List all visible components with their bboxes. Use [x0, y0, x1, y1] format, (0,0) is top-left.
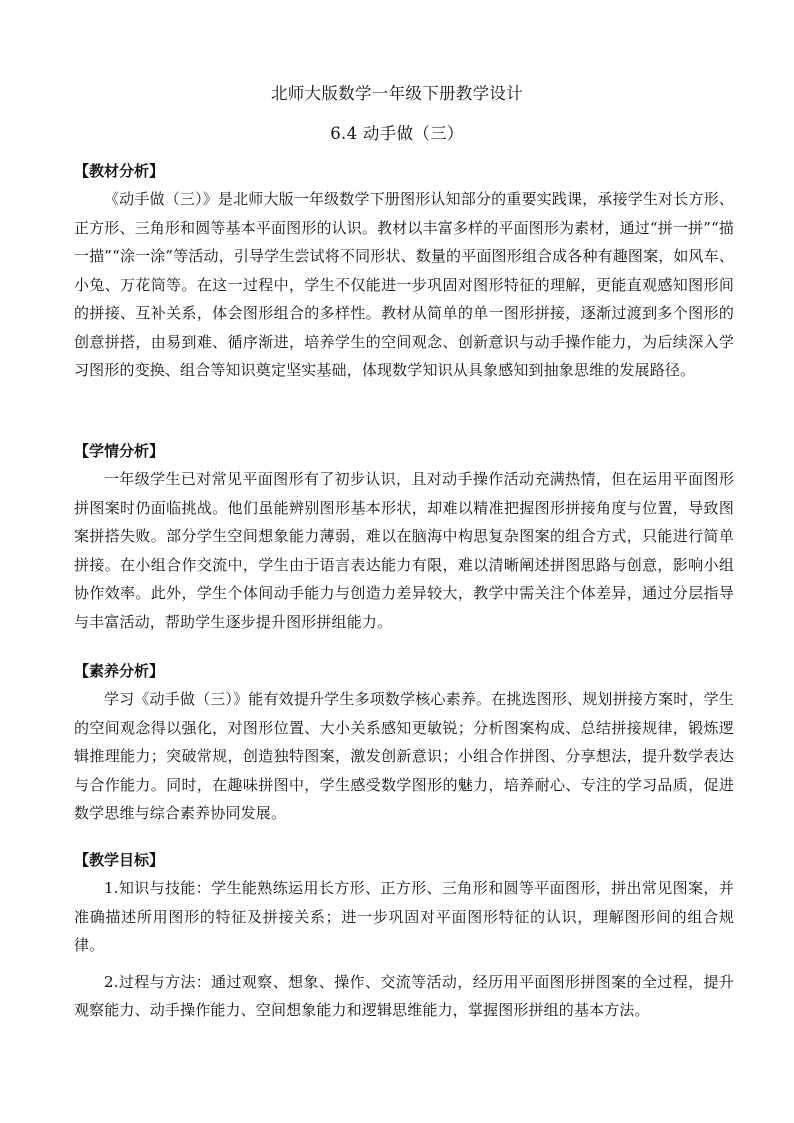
- section-student-analysis: [74, 437, 734, 636]
- goal-item-2: 2.过程与方法：通过观察、想象、操作、交流等活动，经历用平面图形拼图案的全过程，提升观察能力、动手操作能力、空间想象能力和逻辑思维能力，掌握图形拼组的基本方法。: [74, 972, 734, 1019]
- goal-item-1: 1.知识与技能：学生能熟练运用长方形、正方形、三角形和圆等平面图形，拼出常见图案，并准确描述所用图形的特征及拼接关系；进一步巩固对平面图形特征的认识，理解图形间的组合规律。: [74, 879, 734, 954]
- section-heading: 【素养分析】: [74, 662, 165, 680]
- section-heading: 【学情分析】: [74, 442, 165, 460]
- section-teaching-goals: [74, 846, 734, 1025]
- section-literacy-analysis: [74, 657, 734, 828]
- section-material-analysis: [74, 157, 734, 385]
- document-subtitle: 6.4 动手做（三）: [330, 124, 464, 143]
- section-heading: 【教学目标】: [74, 851, 165, 869]
- document-title: 北师大版数学一年级下册教学设计: [271, 84, 523, 103]
- section-heading: 【教材分析】: [74, 162, 165, 180]
- paragraph: 学习《动手做（三）》能有效提升学生多项数学核心素养。在挑选图形、规划拼接方案时，学生的空间观念得以强化，对图形位置、大小关系感知更敏锐；分析图案构成、总结拼接规律，锻炼逻辑推理能力；突破常规，创造独特图案，激发创新意识；小组合作拼图、分享想法，提升数学表达与合作能力。同时，在趣味拼图中，学生感受数学图形的魅力，培养耐心、专注的学习品质，促进数学思维与综合素养协同发展。: [74, 690, 734, 822]
- paragraph: 《动手做（三）》是北师大版一年级数学下册图形认知部分的重要实践课，承接学生对长方形、正方形、三角形和圆等基本平面图形的认识。教材以丰富多样的平面图形为素材，通过“拼一拼”“描一描”“涂一涂”等活动，引导学生尝试将不同形状、数量的平面图形组合成各种有趣图案，如风车、小兔、万花筒等。在这一过程中，学生不仅能进一步巩固对图形特征的理解，更能直观感知图形间的拼接、互补关系，体会图形组合的多样性。教材从简单的单一图形拼接，逐渐过渡到多个图形的创意拼搭，由易到难、循序渐进，培养学生的空间观念、创新意识与动手操作能力，为后续深入学习图形的变换、组合等知识奠定坚实基础，体现数学知识从具象感知到抽象思维的发展路径。: [74, 190, 734, 379]
- paragraph: 一年级学生已对常见平面图形有了初步认识，且对动手操作活动充满热情，但在运用平面图形拼图案时仍面临挑战。他们虽能辨别图形基本形状，却难以精准把握图形拼接角度与位置，导致图案拼搭失败。部分学生空间想象能力薄弱，难以在脑海中构思复杂图案的组合方式，只能进行简单拼接。在小组合作交流中，学生由于语言表达能力有限，难以清晰阐述拼图思路与创意，影响小组协作效率。此外，学生个体间动手能力与创造力差异较大，教学中需关注个体差异，通过分层指导与丰富活动，帮助学生逐步提升图形拼组能力。: [74, 470, 734, 631]
